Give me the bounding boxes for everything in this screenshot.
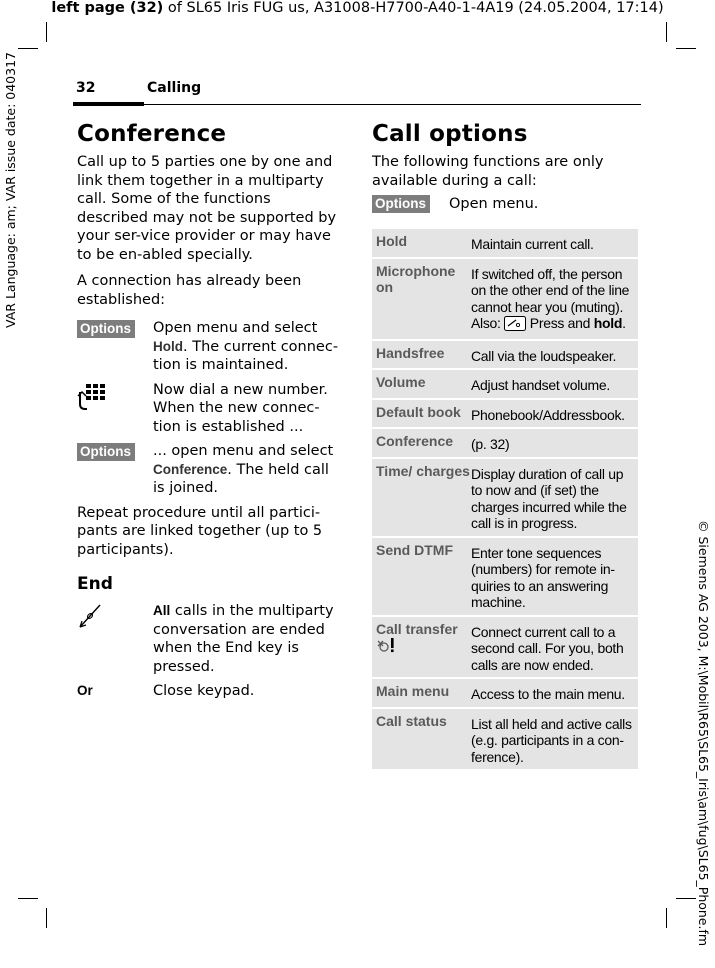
crop-mark [666,22,667,42]
step-options-hold [77,319,342,375]
crop-mark [46,22,47,42]
options-softkey[interactable]: Options [372,195,430,213]
function-name: Hold [376,233,408,249]
table-row[interactable] [372,457,638,536]
function-name: Send DTMF [376,541,453,558]
print-header [0,0,715,17]
open-menu-text: Open menu. [449,196,539,212]
function-name: Conference [376,433,454,449]
function-name: Time/ charges [376,462,470,479]
step-text [153,442,342,498]
function-desc: Display duration of call up to now and (if set) the charges incurred while the call is in progress. [471,465,627,531]
conference-pre: A connection has already been established: [77,273,302,308]
table-row[interactable] [372,368,638,398]
call-options-title: Call options [372,121,528,147]
crop-mark [676,48,696,49]
side-left-text: VAR Language: am; VAR issue date: 040317 [3,52,18,328]
header-rule [73,104,641,105]
all-bold: All [153,603,171,618]
table-row[interactable] [372,707,638,770]
left-column [77,121,342,708]
conference-title: Conference [77,121,227,147]
function-desc: Phonebook/Addressbook. [471,406,625,423]
network-service-icon [376,637,396,656]
end-key-icon [77,603,103,633]
function-name: Handsfree [376,344,445,361]
function-desc: Adjust handset volume. [471,377,610,393]
step-text-a: ... open menu and select [153,443,334,459]
desc-part: If switched off, the person on the other end of the line cannot hear you (muting). Also: [471,265,630,331]
options-softkey[interactable]: Options [77,443,135,461]
step-text-b: . The held call is joined. [153,461,329,496]
function-name: Main menu [376,683,450,699]
call-options-table [372,227,638,769]
step-dial [77,381,342,437]
crop-mark [46,908,47,928]
call-options-key-row [372,195,642,215]
function-name-text: Call transfer [376,620,458,637]
side-left-margin [3,28,17,328]
or-label: Or [77,683,93,698]
desc-part: Press and [526,315,594,331]
step-text-b: . The current connec-tion is maintained. [153,338,339,373]
table-row[interactable] [372,615,638,678]
end-title: End [77,574,113,594]
menu-hold: Hold [153,338,183,354]
function-desc: Call via the loudspeaker. [471,347,617,364]
conference-steps [77,319,342,498]
call-options-intro: The following functions are only available during a call: [372,154,604,189]
table-row[interactable] [372,398,638,428]
right-column [372,121,642,215]
end-steps [77,602,342,702]
function-desc: Maintain current call. [471,236,594,252]
crop-mark [18,48,38,49]
step-end-key [77,602,342,676]
header-bold: left page (32) [51,0,164,16]
function-name: Call status [376,712,447,729]
side-right-margin [697,520,711,966]
function-desc: Access to the main menu. [471,686,625,702]
section-name: Calling [147,80,202,96]
table-row[interactable] [372,427,638,457]
end-text: calls in the multiparty conversation are ended when the End key is pressed. [153,603,334,675]
function-desc: (p. 32) [471,436,510,452]
step-text [153,319,342,375]
header-rest: of SL65 Iris FUG us, A31008-H7700-A40-1-4A19 (24.05.2004, 17:14) [163,0,664,16]
keypad-icon [77,382,111,416]
function-name: Default book [376,403,461,420]
function-desc [471,262,634,335]
function-name: Volume [376,374,426,390]
crop-mark [18,898,38,899]
conference-repeat: Repeat procedure until all partici-pants are linked together (up to 5 participants). [77,504,323,558]
crop-mark [676,898,696,899]
options-softkey[interactable]: Options [77,320,135,338]
crop-mark [666,908,667,928]
function-desc: Connect current call to a second call. For you, both calls are now ended. [471,623,624,673]
function-desc: List all held and active calls (e.g. participants in a con-ference). [471,715,632,765]
or-text: Close keypad. [153,683,255,699]
function-name [376,620,471,674]
table-row[interactable] [372,677,638,707]
table-row[interactable] [372,339,638,369]
step-options-conference [77,442,342,498]
table-row[interactable] [372,227,638,257]
step-text: Now dial a new number. When the new connec-tion is established ... [153,381,328,435]
step-or [77,682,342,702]
table-row[interactable] [372,536,638,615]
page-number: 32 [76,80,96,96]
step-text [153,602,342,676]
step-text-a: Open menu and select [153,320,318,336]
side-right-text: © Siemens AG 2003, M:\Mobil\R65\SL65_Iris\am\fug\SL65_Phone.fm [696,520,711,947]
desc-bold: hold [593,315,623,331]
desc-part: . [622,315,626,331]
menu-conference: Conference [153,461,228,477]
function-name: Microphone on [376,262,456,295]
call-key-icon [504,316,526,335]
function-desc: Enter tone sequences (numbers) for remote in-quiries to an answering machine. [471,544,615,610]
table-row[interactable] [372,257,638,339]
conference-intro: Call up to 5 parties one by one and link them together in a multiparty call. Some of the functions described may not be supported by your ser-vice provider or may have to be en-abled specially. [77,154,337,263]
